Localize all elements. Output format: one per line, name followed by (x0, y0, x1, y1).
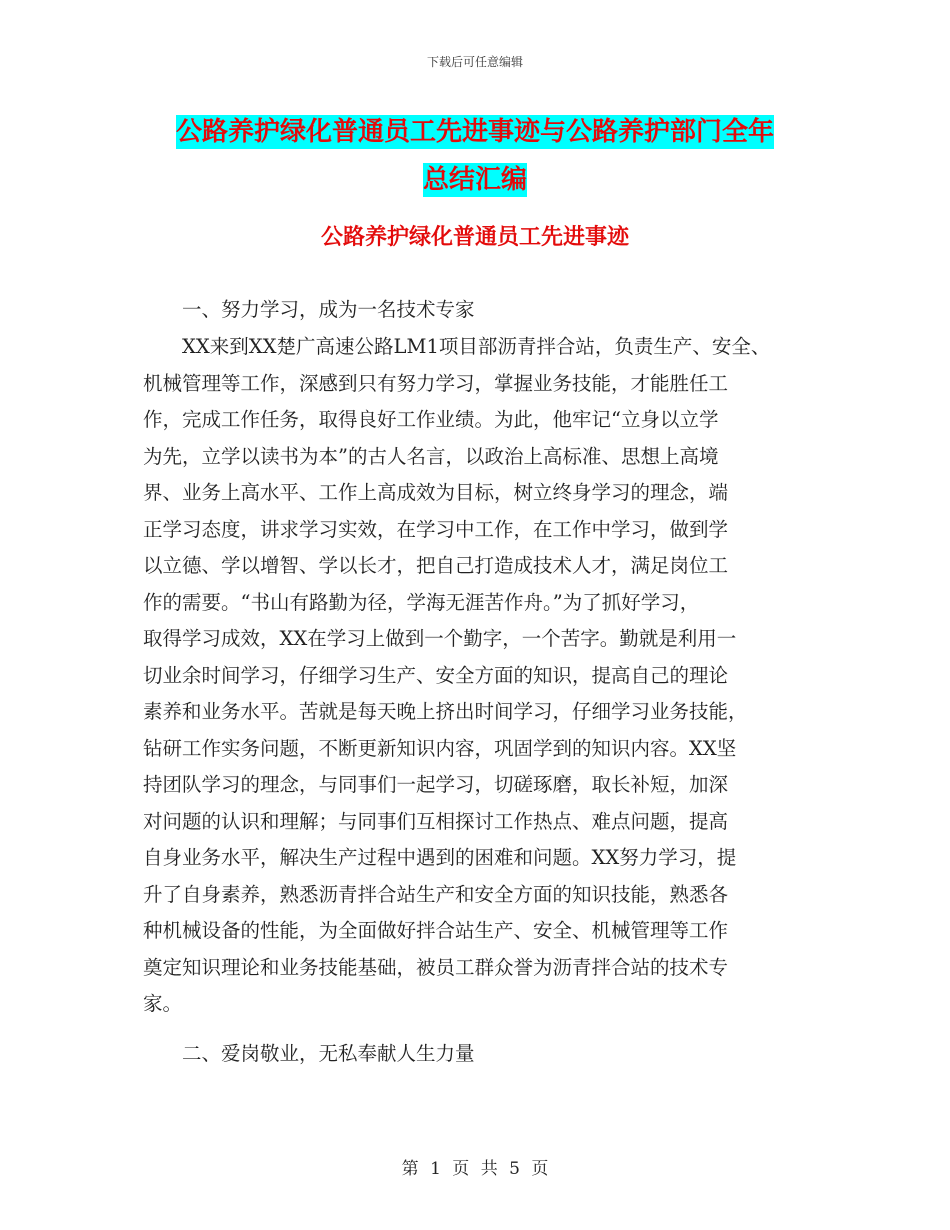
paragraph-line: 自身业务水平，解决生产过程中遇到的困难和问题。XX努力学习，提 (143, 846, 737, 869)
paragraph-line: 作，完成工作任务，取得良好工作业绩。为此，他牢记“立身以立学 (143, 408, 719, 431)
paragraph-line: 取得学习成效，XX在学习上做到一个勤字，一个苦字。勤就是利用一 (143, 627, 737, 650)
paragraph-line: 奠定知识理论和业务技能基础，被员工群众誉为沥青拌合站的技术专 (143, 955, 729, 979)
paragraph-line: 以立德、学以增智、学以长才，把自己打造成技术人才，满足岗位工 (143, 554, 729, 577)
page-footer: 第 1 页 共 5 页 (401, 1159, 549, 1179)
paragraph-line: 为先，立学以读书为本”的古人名言，以政治上高标准、思想上高境 (143, 444, 719, 468)
heading-1: 一、努力学习，成为一名技术专家 (182, 298, 475, 321)
paragraph-line: 机械管理等工作，深感到只有努力学习，掌握业务技能，才能胜任工 (143, 371, 729, 395)
paragraph-line: 素养和业务水平。苦就是每天晚上挤出时间学习，仔细学习业务技能， (143, 700, 748, 723)
paragraph-line: 作的需要。“书山有路勤为径，学海无涯苦作舟。”为了抓好学习， (143, 590, 700, 614)
document-title (0, 108, 950, 204)
header-note: 下载后可任意编辑 (426, 55, 523, 69)
title-line-2: 总结汇编 (422, 165, 527, 195)
paragraph-line: 切业余时间学习，仔细学习生产、安全方面的知识，提高自己的理论 (143, 663, 729, 687)
paragraph-line: 正学习态度，讲求学习实效，在学习中工作，在工作中学习，做到学 (143, 517, 729, 541)
paragraph-line: XX来到XX楚广高速公路LM1项目部沥青拌合站，负责生产、安全、 (182, 335, 771, 358)
paragraph-line: 种机械设备的性能，为全面做好拌合站生产、安全、机械管理等工作 (143, 919, 729, 942)
heading-2: 二、爱岗敬业，无私奉献人生力量 (182, 1042, 475, 1065)
paragraph-line: 界、业务上高水平、工作上高成效为目标，树立终身学习的理念，端 (143, 481, 729, 504)
paragraph-line: 对问题的认识和理解；与同事们互相探讨工作热点、难点问题，提高 (143, 809, 729, 833)
paragraph-line: 钻研工作实务问题，不断更新知识内容，巩固学到的知识内容。XX坚 (143, 736, 737, 760)
title-line-1: 公路养护绿化普通员工先进事迹与公路养护部门全年 (175, 117, 774, 147)
paragraph-line: 持团队学习的理念，与同事们一起学习，切磋琢磨，取长补短，加深 (143, 773, 729, 796)
paragraph-line: 家。 (143, 992, 183, 1015)
section-title: 公路养护绿化普通员工先进事迹 (320, 225, 629, 250)
paragraph-1 (143, 329, 833, 1023)
paragraph-line: 升了自身素养，熟悉沥青拌合站生产和安全方面的知识技能，熟悉各 (143, 882, 729, 906)
